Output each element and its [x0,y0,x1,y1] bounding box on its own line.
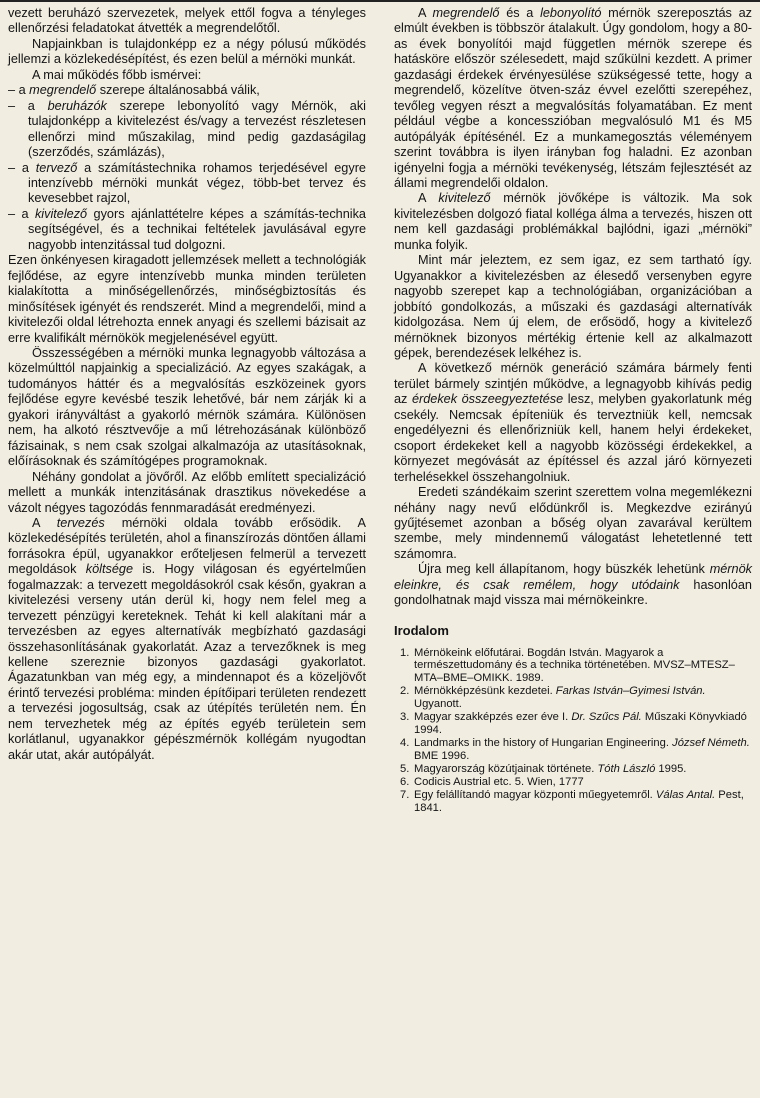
references-heading: Irodalom [394,622,449,638]
paragraph: A következő mérnök generáció számára bármely fenti terület bármely szintjén működve, a legnagyobb kihívás pedig az érdekek összeegyeztetése lesz, melyben gyakorlatunk még csekély. Nemcsak építeniük és terveztniük kell, nemcsak engedélyezni és ellenőrizniük kell, hanem helyi érdekeket, csoport érdekeket kell a nagyobb közösségi érdekekkel, a környezet megóvását az építéssel és azzal járó környezeti terhelésekkel összehangolniuk. [394,361,752,484]
reference-item: 7. Egy felállítandó magyar központi műegyetemről. Válas Antal. Pest, 1841. [400,789,744,815]
top-rule [0,0,760,2]
list-item: – a kivitelező gyors ajánlattételre képes a számítás-technika segítségével, és a technikai feltételek javulásával egyre nagyobb intenzitással tud dolgozni. [8,206,366,252]
right-column [394,6,752,815]
reference-item: 1. Mérnökeink előfutárai. Bogdán István. Magyarok a természettudomány és a technika történetében. MVSZ–MTESZ–MTA–BME–OMIKK. 1989. [400,646,735,685]
references-list [394,647,752,815]
reference-item: 6. Codicis Austrial etc. 5. Wien, 1777 [400,776,584,789]
list-item: – a tervező a számítástechnika rohamos terjedésével egyre intenzívebb mérnöki munkát végez, több-bet tervez és kevesebbet rajzol, [8,160,366,206]
list-item: – a megrendelő szerepe általánosabbá válik, [8,83,260,98]
paragraph: Mint már jeleztem, ez sem igaz, ez sem tartható így. Ugyanakkor a kivitelezésben az élesedő versenyben egyre nagyobb szerepet kap a technológiában, organizációban a jobbító gondolkozás, a műszaki és gazdasági alternatívák kidolgozása. Nem új elem, de erősödő, hogy a kivitelező mérnöknek bizonyos mértékig értenie kell az alkalmazott gépek, berendezések lelkéhez is. [394,253,752,360]
paragraph: A megrendelő és a lebonyolító mérnök szereposztás az elmúlt években is többször átalakult. Úgy gondolom, hogy a 80-as évek bonyolítói majd független mérnök szerepe és hatásköre először szélesedett, majd szűkülni kezdett. A primer gazdasági érdekek érvényesülése szükségessé tette, hogy a megrendelő, közelítve ötven-száz évvel ezelőtti szerepéhez, tevőleg vegyen részt a megvalósítás folyamatában. Ez ment például végbe a koncesszióban megvalósuló M1 és M5 autópályák építésénél. Ez a munkamegosztás véleményem szerint továbbra is ilyen irányban fog haladni. Ez azonban igényelni fogja a mérnöki tevékenység, létszám fejlesztését az állami megrendelői oldalon. [394,6,753,190]
paragraph: Néhány gondolat a jövőről. Az előbb említett specializáció mellett a munkák intenzitásának drasztikus növekedése a vázolt négyes tagozódás fennmaradását eredményezi. [8,469,366,515]
reference-item: 4. Landmarks in the history of Hungarian Engineering. József Németh. BME 1996. [400,737,750,762]
paragraph: Napjainkban is tulajdonképp ez a négy pólusú működés jellemzi a közlekedésépítést, és ezen belül a mérnöki munkát. [8,36,366,67]
paragraph: Eredeti szándékaim szerint szerettem volna megemlékezni néhány nagy nevű elődünkről is. Megkezdve ezirányú gyűjtésemet azonban a bőség olyan zavarával kerültem szembe, mely mindennemű válogatást lehetetlenné tett számomra. [394,485,752,561]
paragraph: Újra meg kell állapítanom, hogy büszkék lehetünk mérnök eleinkre, és csak remélem, hogy utódaink hasonlóan gondolhatnak majd vissza mai mérnökeinkre. [394,562,752,608]
paragraph: Ezen önkényesen kiragadott jellemzések mellett a technológiák fejlődése, az egyre intenzívebb munka minden területen kialakította a minőségellenőrzés, minőségbiztosítás és minősítések igényét és rendszerét. Mind a megrendelői, mind a kivitelezői oldal létrehozta ennek anyagi és szellemi bázisait az erre kvalifikált mérnökök megjelenésével együtt. [8,253,366,345]
reference-item: 5. Magyarország közútjainak története. Tóth László 1995. [400,763,687,775]
paragraph: Összességében a mérnöki munka legnagyobb változása a közelmúlttól napjainkig a specializáció. Az egyes szakágak, a tudományos háttér és a megvalósítás eszközeinek gyors fejlődése egyre kevésbé teszik lehetővé, bár nem zárják ki a gyakori irányváltást a gyakorló mérnök számára. Különösen nem, ha alkotó résztvevője a mű létrehozásának különböző fázisainak, s nem csak szolgai alkalmazója az utasításoknak, előírásoknak és számítógépes programoknak. [8,345,366,469]
paragraph: A tervezés mérnöki oldala tovább erősödik. A közlekedésépítés területén, ahol a finanszírozás döntően állami forrásokra épül, ugyanakkor erőteljesen felmerül a tervezett megoldások költsége is. Hogy világosan és egyértelműen fogalmazzak: a tervezett megoldásokról csak későn, gyakran a kivitelezési verseny után derül ki, hogy nem felel meg a tervezett pénzügyi kereteknek. Tehát ki kell alakítani már a tervezésben az egyes alternatívák megbízható gazdasági összehasonlításának gyakorlatát. Azaz a tervezőknek is meg kellene szereznie bizonyos gazdasági gyakorlatot. Ágazatunkban van még egy, a mindennapot és a közeljövőt érintő tervezési probléma: minden építőipari területen rendezett a tervezési jogosultság, csak az útépítés területén nem. Én nem tervezhetek még az építés egyéb területein sem korlátlanul, ugyanakkor gépészmérnök kollégám nyugodtan akár utat, akár autópályát. [8,515,367,762]
left-column [8,6,366,763]
reference-item: 2. Mérnökképzésünk kezdetei. Farkas István–Gyimesi István. Ugyanott. [400,685,706,710]
list-item: – a beruházók szerepe lebonyolító vagy Mérnök, aki tulajdonképp a kivitelezést és/vagy a tervezést részletesen ellenőrzi mind műszakilag, mind pedig gazdaságilag (szerződés, számlázás), [8,98,366,160]
reference-item: 3. Magyar szakképzés ezer éve I. Dr. Szűcs Pál. Műszaki Könyvkiadó 1994. [400,711,747,736]
paragraph: A mai működés főbb ismérvei: [32,67,202,82]
paragraph: vezett beruházó szervezetek, melyek ettől fogva a tényleges ellenőrzési feladatokat átvették a megrendelőtől. [8,6,366,36]
paragraph: A kivitelező mérnök jövőképe is változik. Ma sok kivitelezésben dolgozó fiatal kolléga álma a tervezés, hiszen ott nem kell gazdasági problémákkal bajlódni, igazi „mérnöki” munka folyik. [394,191,752,252]
